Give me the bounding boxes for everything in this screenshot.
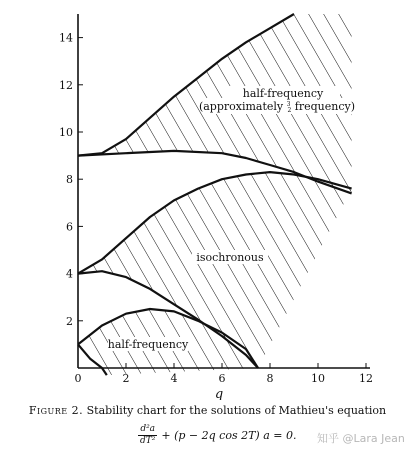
x-tick-label: 12 bbox=[359, 372, 373, 385]
upper-region-sublabel bbox=[199, 100, 355, 114]
x-tick-label: 6 bbox=[218, 372, 226, 385]
watermark: 知乎 @Lara Jean bbox=[317, 432, 405, 445]
lower-region-label: half-frequency bbox=[107, 338, 189, 351]
x-tick-label: 0 bbox=[74, 372, 82, 385]
upper-sublabel-post: frequency) bbox=[291, 100, 356, 113]
figure-caption bbox=[0, 404, 415, 417]
upper-sublabel-frac-den: 2 bbox=[287, 107, 292, 114]
y-tick-label: 12 bbox=[59, 78, 73, 92]
mathieu-equation bbox=[138, 424, 296, 447]
equation-fraction bbox=[138, 424, 157, 447]
x-axis-label: q bbox=[214, 387, 224, 400]
y-tick-label: 2 bbox=[66, 314, 73, 328]
upper-region-label: half-frequency bbox=[242, 87, 324, 100]
y-tick-label: 8 bbox=[66, 173, 73, 187]
y-tick-label: 6 bbox=[66, 220, 73, 234]
equation-fraction-denominator: dT² bbox=[140, 436, 156, 446]
x-tick-label: 10 bbox=[311, 372, 325, 385]
upper-sublabel-pre: (approximately bbox=[198, 100, 287, 113]
x-tick-label: 4 bbox=[170, 372, 178, 385]
y-tick-label: 10 bbox=[59, 126, 73, 139]
upper-sublabel-frac-num: 3 bbox=[286, 101, 291, 108]
caption-label: Figure 2. bbox=[28, 404, 84, 417]
equation-fraction-numerator: d²a bbox=[140, 424, 156, 434]
y-tick-label: 4 bbox=[66, 267, 73, 281]
caption-text: Stability chart for the solutions of Mathieu's equation bbox=[86, 404, 387, 417]
x-tick-label: 8 bbox=[266, 372, 274, 385]
hatched-regions bbox=[78, 14, 352, 375]
x-tick-label: 2 bbox=[122, 372, 130, 385]
equation-rest: + (p − 2q cos 2T) a = 0. bbox=[161, 429, 297, 442]
y-tick-label: 14 bbox=[59, 31, 73, 45]
middle-region-label: isochronous bbox=[196, 251, 264, 264]
